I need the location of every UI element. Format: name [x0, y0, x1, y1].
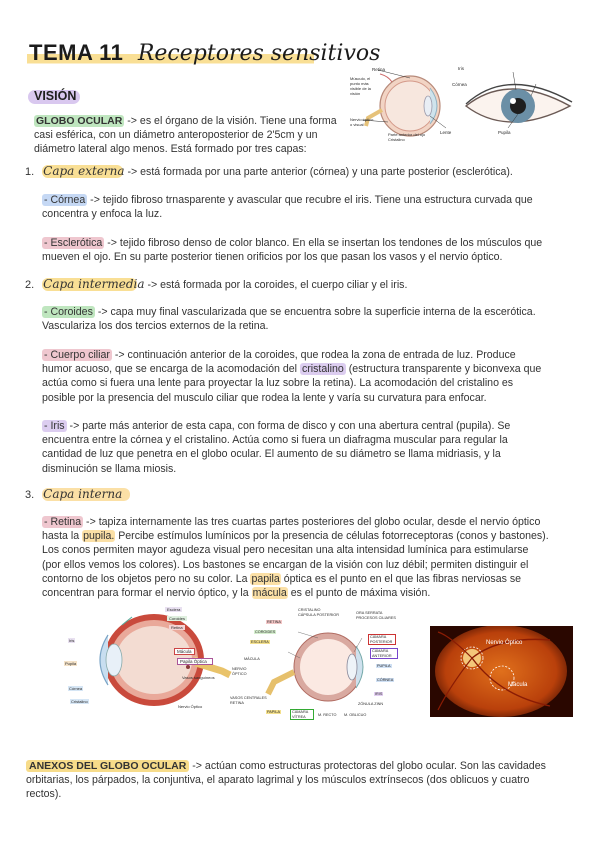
anexos-line3: rectos). [26, 788, 62, 801]
fig2-label-coroides: COROIDES [255, 630, 276, 634]
fig3-label-nervio: Nervio Óptico [486, 640, 523, 646]
retina-line3: Los conos permiten mayor agudeza visual pero necesitan una alta intensidad lumínica para estimularse [42, 544, 529, 557]
page-title [29, 40, 380, 66]
fig1-label-papila: Papila Óptica [177, 658, 213, 665]
retina-line6c: es el punto de máxima visión. [287, 587, 431, 600]
fig2-label-cristalino: CRISTALINO [298, 608, 321, 612]
capa3-heading [25, 487, 122, 502]
fig2-label-papila: PAPILA [267, 710, 281, 714]
cuerpo-ciliar-paragraph [42, 348, 572, 405]
retina-line2a: hasta la [42, 530, 83, 543]
fig-top-label-pupila: Pupila [498, 130, 511, 135]
iris-line2: encuentra entre la córnea y el cristalino. Actúa como si fuera un diafragma muscular para regular la [42, 434, 508, 447]
coroides-line1: -> capa muy final vascularizada que se encuentra sobre la superficie interna de la escerótica. [94, 306, 536, 318]
fig2-label-esclera: ESCLERA [251, 640, 269, 644]
fig1-label-retina: Retina [171, 625, 183, 630]
eye-figure-svg [348, 66, 578, 144]
retina-line5a: contorno de los objetos pero no su color. La [42, 572, 251, 585]
capa1-num: 1. [25, 166, 35, 178]
capa2-heading [25, 277, 407, 292]
fundus-photo [430, 626, 573, 717]
fig-top-label-cornea: Córnea [452, 82, 467, 87]
globo-term: GLOBO OCULAR [36, 115, 123, 127]
fig2-label-capsula: CÁPSULA POSTERIOR [298, 613, 339, 617]
fig2-label-pupila: PUPILA [377, 664, 391, 668]
coroides-term: - Coroides [44, 306, 93, 318]
capa1-desc: -> está formada por una parte anterior (córnea) y una parte posterior (esclerótica). [124, 166, 513, 178]
fig1-label-cornea: Córnea [69, 686, 83, 691]
section-vision: VISIÓN [34, 89, 77, 103]
tema-label: TEMA 11 [29, 40, 124, 65]
capa1-heading [25, 164, 513, 179]
tema-title: Receptores sensitivos [137, 41, 381, 66]
coroides-line2: Vasculariza los dos tercios externos de la retina. [42, 320, 269, 333]
eye-cross-section-figure [62, 605, 232, 715]
esclerotica-paragraph [42, 236, 572, 264]
papila-term: papila [251, 572, 280, 585]
cristalino-term: cristalino [301, 363, 344, 376]
fig1-label-cristalino: Cristalino [71, 699, 88, 704]
iris-term: - Iris [44, 420, 65, 432]
cornea-line2: concentra y enfoca la luz. [42, 208, 163, 221]
esclerotica-line1: -> tejido fibroso denso de color blanco. En ella se insertan los tendones de los músculos que [104, 237, 543, 249]
globo-line2: casi esférica, con un diámetro anteroposterior de 2'5cm y un [34, 129, 318, 142]
fig1-label-macula: Mácula [174, 648, 195, 655]
fig2-label-m-recto: M. RECTO [318, 713, 337, 717]
retina-line6a: concentran para formar el nervio óptico, y la [42, 587, 252, 600]
fig-top-label-nervio: Nervio óptico o visual [350, 117, 374, 127]
cornea-line1: -> tejido fibroso trnasparente y avascular que recubre el iris. Tiene una estructura curvada que [87, 194, 533, 206]
fig-top-label-musculo: Músculo, el punto más visible de la visión [350, 76, 371, 96]
capa1-name: Capa externa [43, 164, 125, 178]
anexos-line1: -> actúan como estructuras protectoras del globo ocular. Son las cavidades [189, 760, 546, 772]
fig2-label-m-oblicuo: M. OBLICUO [344, 713, 367, 717]
fig2-label-camara-vitrea: CÁMARA VÍTREA [290, 709, 314, 720]
pupila-term: pupila. [83, 530, 115, 543]
iris-line3: cantidad de luz que penetra en el globo ocular. El aumento de su diámetro se llama midriasis, y la [42, 448, 501, 461]
anexos-term: ANEXOS DEL GLOBO OCULAR [26, 760, 189, 772]
esclerotica-term: - Esclerótica [44, 237, 103, 249]
coroides-paragraph [42, 305, 572, 333]
globo-line3: diámetro lateral algo menos. Está formado por tres capas: [34, 143, 307, 156]
capa2-name: Capa intermedia [43, 277, 145, 291]
fig1-label-coroides: Coroides [169, 616, 186, 621]
globo-line1: -> es el órgano de la visión. Tiene una forma [124, 115, 337, 127]
fig2-label-zonula: ZÓNULA ZINN [358, 702, 384, 706]
cuerpo-ciliar-term: - Cuerpo ciliar [44, 349, 110, 361]
retina-line5c: óptica es el punto en el que las fibras nerviosas se [280, 572, 522, 585]
fig2-label-vasos: VASOS CENTRALES RETINA [230, 696, 267, 705]
retina-line4: (por ellos vemos los colores). Los bastones se encargan de la visión con luz débil; permiten distinguir el [42, 558, 529, 571]
fig2-label-camara-anterior: CÁMARA ANTERIOR [370, 648, 398, 659]
fig2-label-macula: MÁCULA [244, 657, 260, 661]
iris-paragraph [42, 419, 572, 476]
capa3-name: Capa interna [43, 487, 123, 501]
globo-paragraph [34, 114, 344, 157]
iris-line1: -> parte más anterior de esta capa, con forma de disco y con una abertura central (pupila). Se [66, 420, 511, 432]
eye-anatomy-figure [348, 66, 578, 144]
cuerpo-ciliar-line1: -> continuación anterior de la coroides, que rodea la zona de entrada de luz. Produce [111, 349, 516, 361]
cornea-term: - Córnea [44, 194, 86, 206]
cuerpo-ciliar-line2c: (estructura transparente y biconvexa que [345, 363, 542, 376]
fig2-label-retina: RETINA [267, 620, 281, 624]
capa2-desc: -> está formada por la coroides, el cuerpo ciliar y el iris. [144, 279, 408, 291]
capa2-num: 2. [25, 279, 35, 291]
fig2-label-cornea: CÓRNEA [377, 678, 394, 682]
cuerpo-ciliar-line4: posible por la presencia del musculo ciliar que rodea la lente y varía su curvatura para enfocar. [42, 391, 487, 404]
fig1-label-vasos: Vasos sanguíneos [182, 675, 215, 680]
capa3-num: 3. [25, 489, 35, 501]
fig3-label-macula: Mácula [508, 682, 528, 688]
anexos-line2: orbitarias, los párpados, la conjuntiva, el aparato lagrimal y los músculos extrínsecos (dos oblicuos y cuatro [26, 774, 530, 787]
fig-top-label-lente: Lente [440, 130, 452, 135]
fig1-label-pupila: Pupila [65, 661, 77, 666]
fig1-label-iris: Iris [69, 638, 75, 643]
retina-paragraph [42, 515, 572, 600]
anexos-paragraph [26, 759, 576, 802]
retina-line2c: Percibe estímulos lumínicos por la presencia de células fotorreceptoras (conos y bastones). [115, 530, 549, 543]
fig2-label-camara-posterior: CÁMARA POSTERIOR [368, 634, 396, 645]
esclerotica-line2: mueven el ojo. En su parte posterior tienen orificios por los que pasan los vasos y el nervio óptico. [42, 251, 503, 264]
cuerpo-ciliar-line3: actúa como si fuera una lente para proyectar la luz sobre la retina). La acomodación del cristalino es [42, 377, 514, 390]
fig2-label-procesos: PROCESOS CILIARES [356, 616, 396, 620]
fig-top-label-retina: Retina [372, 67, 386, 72]
cuerpo-ciliar-line2a: humor acuoso, que se encarga de la acomodación del [42, 363, 300, 376]
iris-line4: disminución se llama miosis. [42, 462, 177, 475]
retina-line1: -> tapiza internamente las tres cuartas partes posteriores del globo ocular, desde el nervio óptico [83, 516, 541, 528]
fig-top-label-parte-anterior: Parte anterior del ojo Cristalino [388, 132, 426, 142]
retina-term: - Retina [44, 516, 82, 528]
fig2-label-iris: IRIS [375, 692, 383, 696]
cornea-paragraph [42, 193, 572, 221]
fig-top-label-iris: Iris [458, 66, 464, 71]
fig2-label-nervio: NERVIO ÓPTICO [232, 667, 247, 676]
fig2-label-ora-serrata: ORA SERRATA [356, 611, 383, 615]
macula-term: mácula [252, 587, 287, 600]
fig1-label-esclera: Esclera [167, 607, 181, 612]
fig1-label-nervio: Nervio Óptico [178, 704, 203, 709]
eye-labelled-diagram [230, 608, 418, 722]
